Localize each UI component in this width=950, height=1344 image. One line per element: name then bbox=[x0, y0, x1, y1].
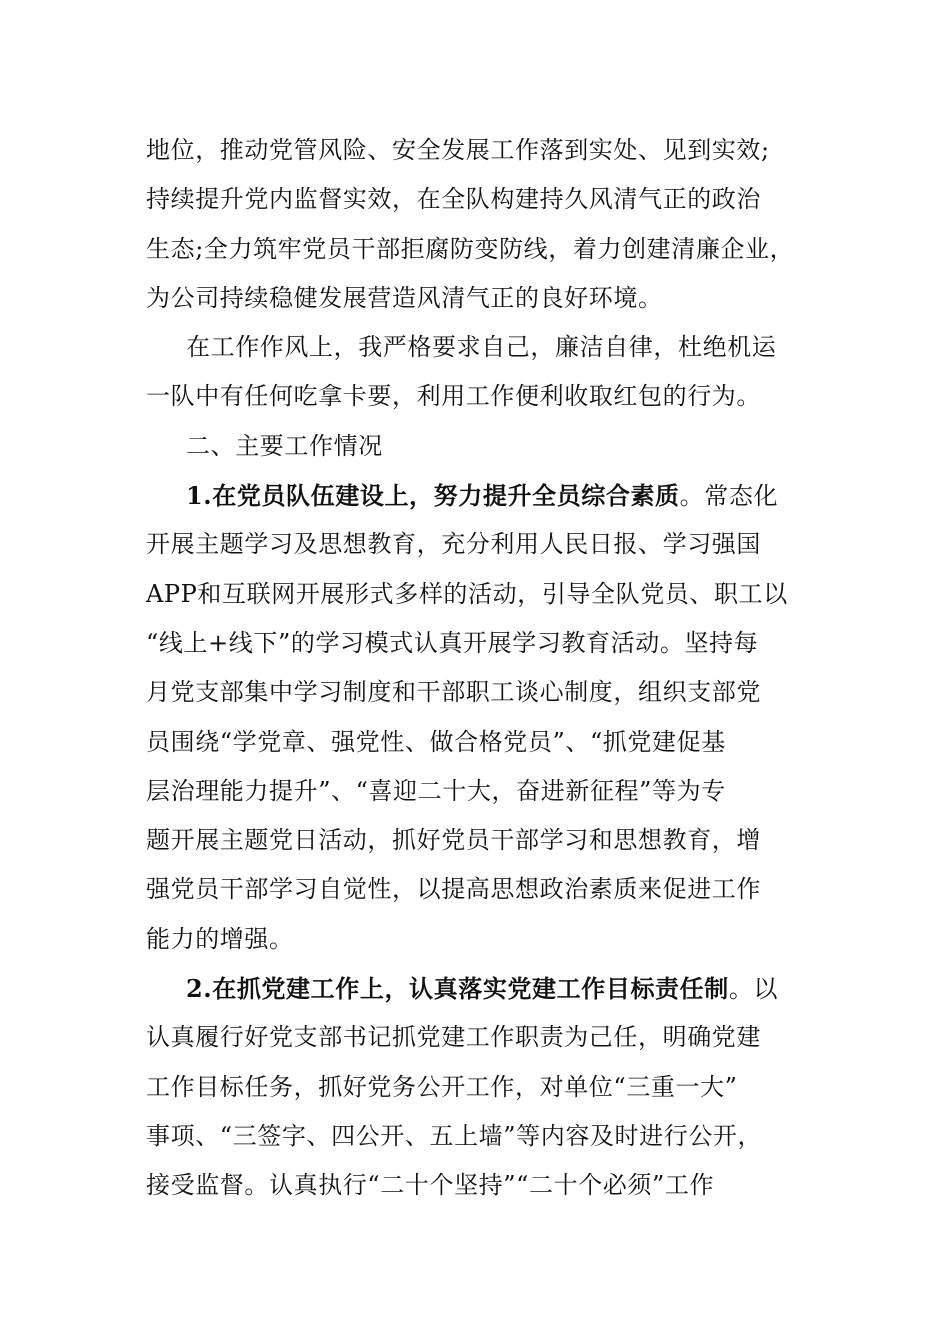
text-line: 生态;全力筑牢党员干部拒腐防变防线，着力创建清廉企业， bbox=[146, 234, 795, 263]
text-line: “线上+线下”的学习模式认真开展学习教育活动。坚持每 bbox=[146, 628, 759, 657]
text-line: 开展主题学习及思想教育，充分利用人民日报、学习强国 bbox=[146, 530, 761, 559]
text-line: 一队中有任何吃拿卡要，利用工作便利收取红包的行为。 bbox=[146, 382, 761, 411]
text-line: 认真履行好党支部书记抓党建工作职责为己任，明确党建 bbox=[146, 1023, 761, 1052]
text-line: 工作目标任务，抓好党务公开工作，对单位“三重一大” bbox=[146, 1072, 738, 1101]
text-line: 能力的增强。 bbox=[146, 924, 294, 953]
paragraph-lead-rest: 。常态化 bbox=[679, 482, 779, 511]
text-line bbox=[146, 964, 806, 1013]
text-line bbox=[146, 471, 806, 520]
text-line: 持续提升党内监督实效，在全队构建持久风清气正的政治 bbox=[146, 185, 761, 214]
text-line: APP和互联网开展形式多样的活动，引导全队党员、职工以 bbox=[146, 579, 788, 608]
text-line: 接受监督。认真执行“二十个坚持”“二十个必须”工作 bbox=[146, 1171, 715, 1200]
section-heading: 二、主要工作情况 bbox=[186, 431, 383, 460]
text-line: 为公司持续稳健发展营造风清气正的良好环境。 bbox=[146, 283, 663, 312]
text-line: 员围绕“学党章、强党性、做合格党员”、“抓党建促基 bbox=[146, 727, 726, 756]
text-line: 事项、“三签字、四公开、五上墙”等内容及时进行公开， bbox=[146, 1121, 763, 1150]
paragraph-lead: 1.在党员队伍建设上，努力提升全员综合素质 bbox=[186, 481, 680, 511]
paragraph-lead-rest: 。以 bbox=[728, 975, 779, 1004]
text-line: 题开展主题党日活动，抓好党员干部学习和思想教育，增 bbox=[146, 826, 761, 855]
paragraph-lead: 2.在抓党建工作上，认真落实党建工作目标责任制 bbox=[186, 974, 729, 1004]
text-line: 强党员干部学习自觉性，以提高思想政治素质来促进工作 bbox=[146, 875, 761, 904]
document-body bbox=[146, 126, 806, 1211]
text-line: 地位，推动党管风险、安全发展工作落到实处、见到实效; bbox=[146, 136, 770, 164]
text-line: 月党支部集中学习制度和干部职工谈心制度，组织支部党 bbox=[146, 678, 761, 707]
text-line: 在工作作风上，我严格要求自己，廉洁自律，杜绝机运 bbox=[186, 333, 777, 362]
text-line: 层治理能力提升”、“喜迎二十大，奋进新征程”等为专 bbox=[146, 776, 726, 805]
